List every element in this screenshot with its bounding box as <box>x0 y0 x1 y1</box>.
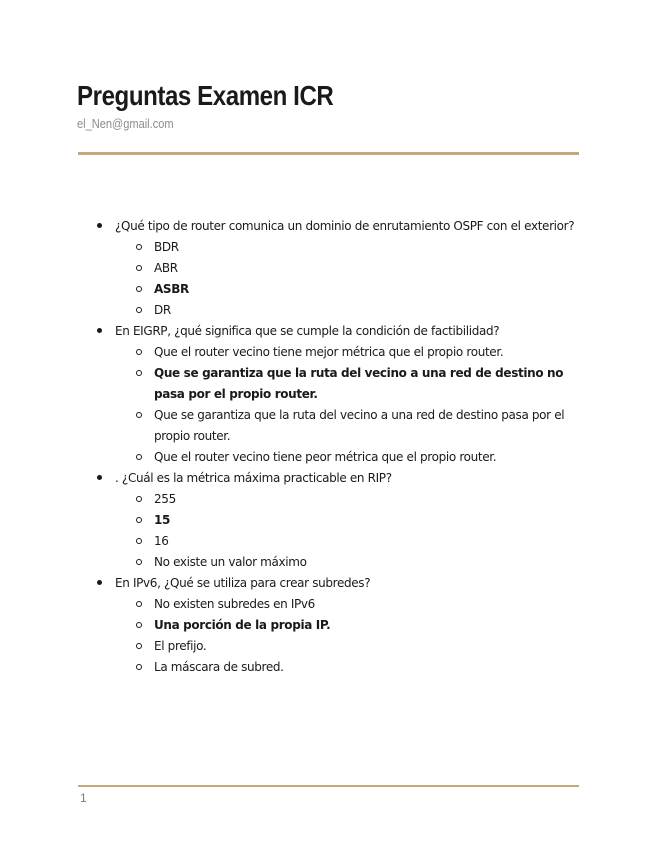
correct-answer-option <box>95 279 585 300</box>
answer-option <box>95 342 585 363</box>
answer-option <box>95 405 585 447</box>
answer-option-text: Que se garantiza que la ruta del vecino a una red de destino pasa por el propio router. <box>154 408 565 443</box>
answer-option-text: No existen subredes en IPv6 <box>154 597 315 611</box>
hollow-bullet-icon <box>136 643 142 649</box>
question-list <box>95 216 585 678</box>
author-email: el_Nen@gmail.com <box>77 116 174 131</box>
option-list <box>95 237 585 321</box>
hollow-bullet-icon <box>136 601 142 607</box>
hollow-bullet-icon <box>136 349 142 355</box>
hollow-bullet-icon <box>136 517 142 523</box>
hollow-bullet-icon <box>136 664 142 670</box>
answer-option-text: ABR <box>154 261 178 275</box>
question-item <box>95 321 585 342</box>
question-item <box>95 216 585 237</box>
answer-option-text: La máscara de subred. <box>154 660 284 674</box>
question-text: ¿Qué tipo de router comunica un dominio de enrutamiento OSPF con el exterior? <box>115 219 575 233</box>
question-item <box>95 573 585 594</box>
answer-option-text: No existe un valor máximo <box>154 555 307 569</box>
answer-option-text: Que el router vecino tiene mejor métrica que el propio router. <box>154 345 504 359</box>
answer-option <box>95 657 585 678</box>
hollow-bullet-icon <box>136 412 142 418</box>
filled-bullet-icon <box>97 328 102 333</box>
hollow-bullet-icon <box>136 265 142 271</box>
hollow-bullet-icon <box>136 286 142 292</box>
answer-option-text: El prefijo. <box>154 639 207 653</box>
answer-option-text: Una porción de la propia IP. <box>154 618 331 632</box>
answer-option-text: Que el router vecino tiene peor métrica que el propio router. <box>154 450 497 464</box>
footer-divider <box>78 785 579 787</box>
correct-answer-option <box>95 615 585 636</box>
answer-option-text: BDR <box>154 240 179 254</box>
answer-option <box>95 552 585 573</box>
hollow-bullet-icon <box>136 538 142 544</box>
document-title: Preguntas Examen ICR <box>77 80 334 111</box>
hollow-bullet-icon <box>136 370 142 376</box>
question-item <box>95 468 585 489</box>
answer-option-text: DR <box>154 303 171 317</box>
header-divider <box>78 152 579 155</box>
answer-option <box>95 300 585 321</box>
page-number: 1 <box>80 791 87 805</box>
option-list <box>95 489 585 573</box>
filled-bullet-icon <box>97 580 102 585</box>
hollow-bullet-icon <box>136 244 142 250</box>
answer-option <box>95 237 585 258</box>
answer-option-text: 16 <box>154 534 169 548</box>
option-list <box>95 594 585 678</box>
question-text: . ¿Cuál es la métrica máxima practicable en RIP? <box>115 471 392 485</box>
answer-option <box>95 531 585 552</box>
hollow-bullet-icon <box>136 622 142 628</box>
question-text: En IPv6, ¿Qué se utiliza para crear subredes? <box>115 576 371 590</box>
hollow-bullet-icon <box>136 559 142 565</box>
hollow-bullet-icon <box>136 496 142 502</box>
filled-bullet-icon <box>97 475 102 480</box>
answer-option-text: ASBR <box>154 282 189 296</box>
answer-option <box>95 489 585 510</box>
hollow-bullet-icon <box>136 307 142 313</box>
hollow-bullet-icon <box>136 454 142 460</box>
answer-option <box>95 447 585 468</box>
answer-option-text: 15 <box>154 513 170 527</box>
option-list <box>95 342 585 468</box>
answer-option-text: Que se garantiza que la ruta del vecino a una red de destino no pasa por el propio router. <box>154 366 564 401</box>
answer-option <box>95 258 585 279</box>
answer-option-text: 255 <box>154 492 176 506</box>
filled-bullet-icon <box>97 223 102 228</box>
correct-answer-option <box>95 363 585 405</box>
question-text: En EIGRP, ¿qué significa que se cumple la condición de factibilidad? <box>115 324 500 338</box>
answer-option <box>95 594 585 615</box>
answer-option <box>95 636 585 657</box>
correct-answer-option <box>95 510 585 531</box>
